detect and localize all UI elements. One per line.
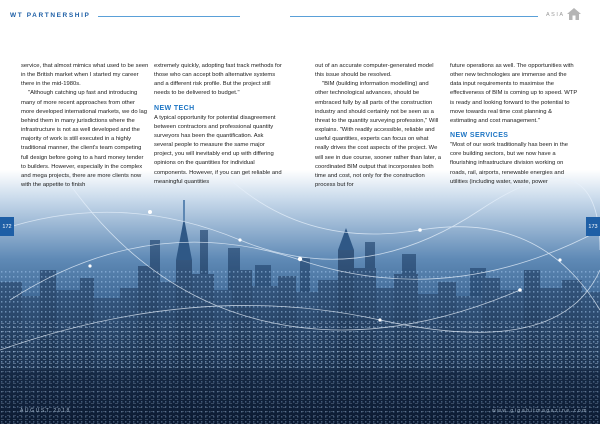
section-heading-new-tech: NEW TECH [154,104,195,112]
text-column-3 [315,62,443,190]
footer-website-link[interactable]: www.gigabitmagazine.com [492,408,588,414]
paragraph: out of an accurate computer-generated model this issue should be resolved. [315,63,434,79]
page-number-right: 173 [586,217,600,236]
header-rule-left [98,16,240,17]
paragraph: extremely quickly, adopting fast track methods for those who can accept both alternative systems and a different risk profile. But the project still needs to be delivered to budget." [154,63,282,97]
text-column-1 [21,62,149,190]
footer-issue-date: AUGUST 2018 [20,408,71,414]
text-column-4 [450,62,578,187]
paragraph: A typical opportunity for potential disagreement between contractors and professional quantity surveyors has been the quantification. Ask several people to measure the same major project, you will inevitably end up with differing opinions on the quantities for individual components. However, if you can get reliable and meaningful quantities [154,114,282,185]
section-heading-new-services: NEW SERVICES [450,132,509,140]
header-rule-right [290,16,538,17]
paragraph: "BIM (building information modelling) and other technological advances, should be embraced fully by all parts of the construction industry and should certainly not be seen as a threat to the quantity surveying profession," Will explains. "With readily accessible, reliable and useful quantities, experts can focus on what really drives the cost aspects of the project. We will see in due course, sooner rather than later, a coordinated BIM output that incorporates both time and cost, not only for the construction process but for [315,81,442,189]
paragraph: future operations as well. The opportunities with other new technologies are immense and the data input requirements to maximise the effectiveness of BIM is coming up to speed. WTP is ready and looking forward to the potential to move towards real time cost planning & estimating and cost management." [450,63,578,124]
paragraph: "Although catching up fast and introducing many of more recent approaches from other more developed international markets, we do lag behind them in many jurisdictions where the infrastructure is not as well developed and the majority of work is still executed in a highly traditional manner, the client's team competing full design before going to a hard money tender to builders. However, especially in the complex and mega projects, there are more clients now with the appetite to finish [21,90,148,189]
page-number-left: 172 [0,217,14,236]
section-label: ASIA [546,12,565,18]
text-column-2 [154,62,282,187]
city-skyline-image [0,170,600,424]
paragraph: "Most of our work traditionally has been in the core building sectors, but we now have a flourishing infrastructure division working on roads, rail, airports, renewable energies and utilities (including water, waste, power [450,142,569,185]
paragraph: service, that almost mimics what used to be seen in the British market when I started my career there in the mid-1980s. [21,63,149,88]
home-icon[interactable] [567,8,581,20]
page-header [0,0,600,30]
brand-title: WT PARTNERSHIP [10,12,91,19]
